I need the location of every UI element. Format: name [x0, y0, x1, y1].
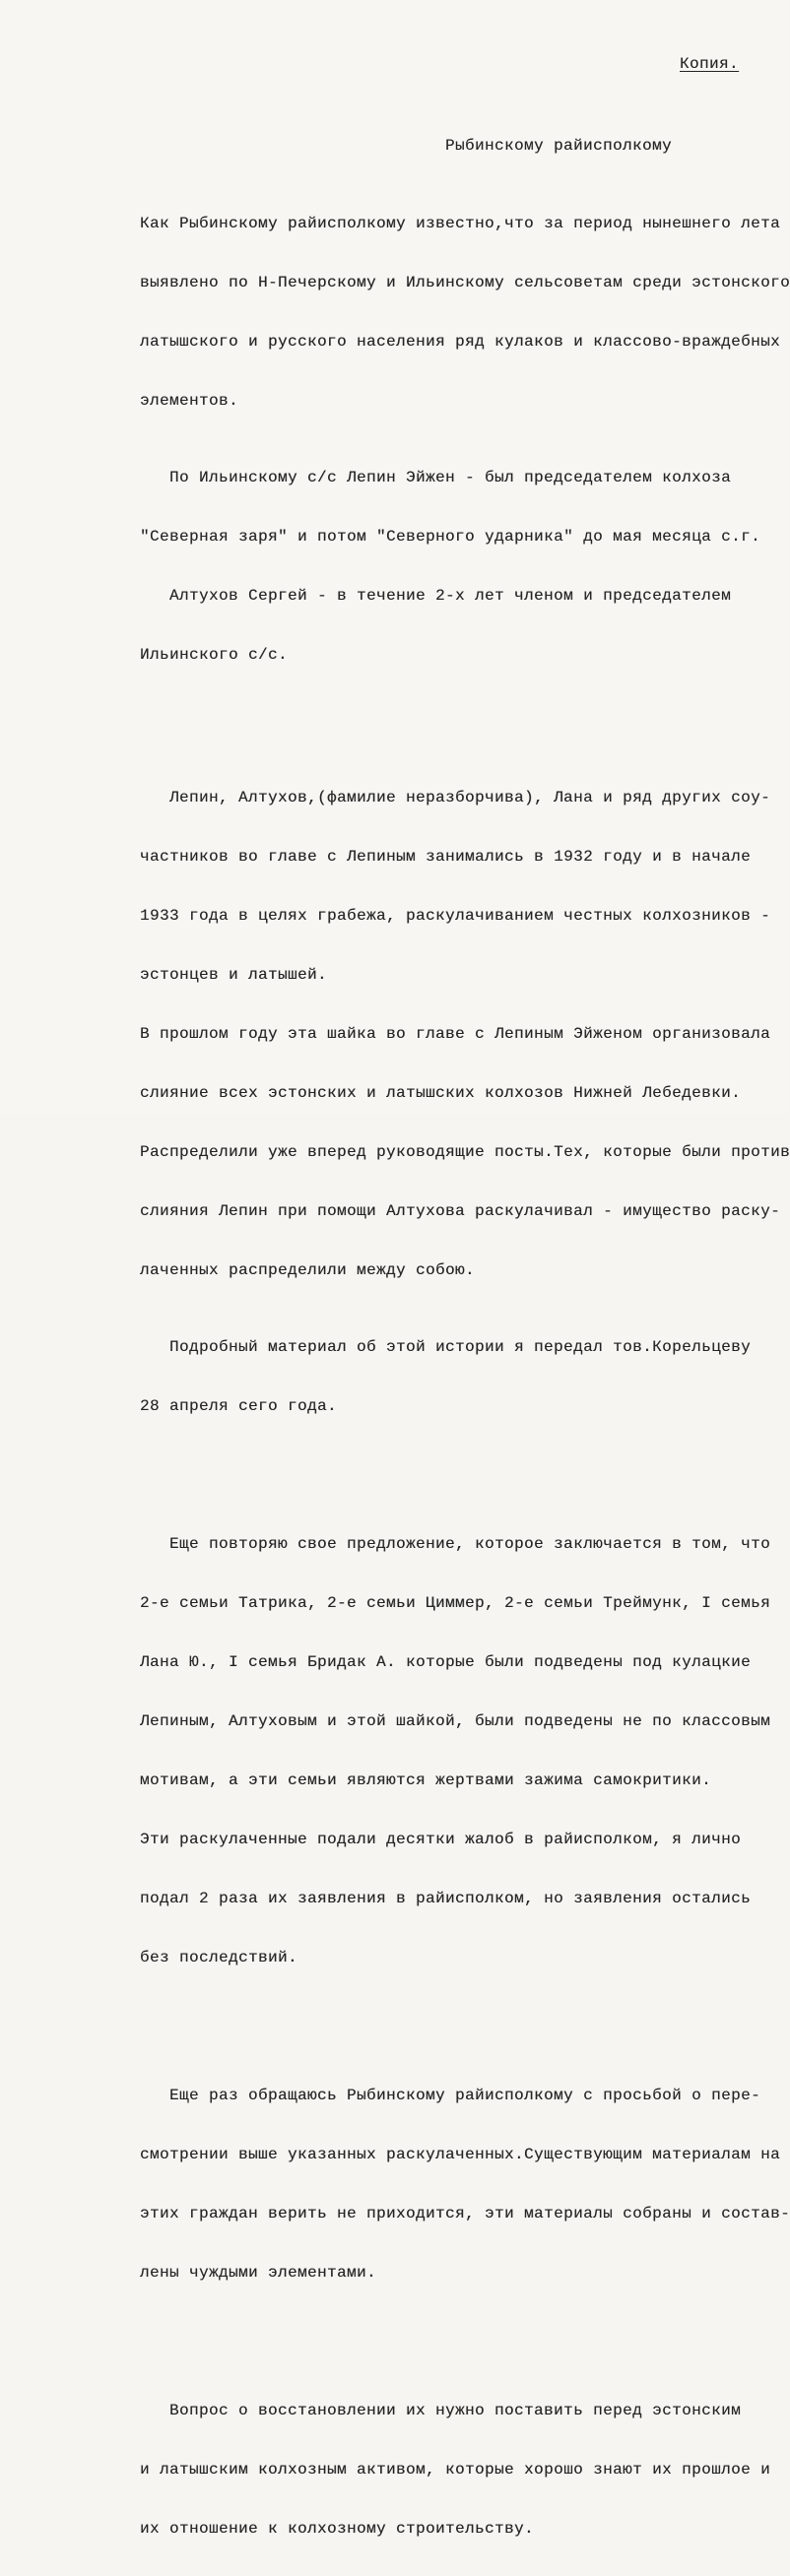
paragraph-gap — [140, 2338, 780, 2346]
body-line: Ильинского с/с. — [140, 646, 289, 664]
copy-label: Копия. — [680, 55, 740, 73]
body-line: По Ильинскому с/с Лепин Эйжен - был председателем колхоза — [169, 469, 732, 486]
body-line: лаченных распределили между собою. — [140, 1261, 476, 1279]
body-line: эстонцев и латышей. — [140, 966, 328, 984]
body-line: Лепиным, Алтуховым и этой шайкой, были подведены не по классовым — [140, 1712, 771, 1730]
paragraph-gap — [140, 1471, 780, 1479]
body-line: Вопрос о восстановлении их нужно поставить перед эстонским — [169, 2402, 742, 2419]
body-line: Лана Ю., I семья Бридак А. которые были подведены под кулацкие — [140, 1653, 752, 1671]
body-line: этих граждан верить не приходится, эти материалы собраны и состав- — [140, 2205, 790, 2222]
body-line: частников во главе с Лепиным занимались в 1932 году и в начале — [140, 848, 752, 866]
body-line: выявлено по Н-Печерскому и Ильинскому сельсоветам среди эстонского — [140, 274, 790, 291]
body-line: "Северная заря" и потом "Северного ударника" до мая месяца с.г. — [140, 528, 761, 546]
body-line: их отношение к колхозному строительству. — [140, 2520, 535, 2538]
body-line: Распределили уже вперед руководящие посты.Тех, которые были против — [140, 1143, 790, 1161]
body-line: слияния Лепин при помощи Алтухова раскулачивал - имущество раску- — [140, 1202, 781, 1220]
body-line: смотрении выше указанных раскулаченных.Существующим материалам на — [140, 2146, 781, 2163]
body-line: В прошлом году эта шайка во главе с Лепиным Эйженом организовала — [140, 1025, 771, 1043]
body-line: 28 апреля сего года. — [140, 1397, 338, 1415]
body-line: и латышским колхозным активом, которые хорошо знают их прошлое и — [140, 2461, 771, 2479]
body-line: элементов. — [140, 392, 239, 410]
body-line: слияние всех эстонских и латышских колхозов Нижней Лебедевки. — [140, 1084, 742, 1102]
body-line: мотивам, а эти семьи являются жертвами зажима самокритики. — [140, 1771, 712, 1789]
body-line: Еще повторяю свое предложение, которое заключается в том, что — [169, 1535, 771, 1553]
paragraph-gap — [140, 720, 780, 733]
addressee: Рыбинскому райисполкому — [445, 137, 673, 155]
body-line: латышского и русского населения ряд кулаков и классово-враждебных — [140, 333, 781, 351]
body-line: Алтухов Сергей - в течение 2-х лет членом и председателем — [169, 587, 732, 605]
letter-body — [140, 176, 790, 2576]
body-line: Лепин, Алтухов,(фамилие неразборчива), Лана и ряд других соу- — [169, 789, 771, 806]
body-line: лены чуждыми элементами. — [140, 2264, 377, 2282]
body-line: без последствий. — [140, 1949, 298, 1966]
body-line: Еще раз обращаюсь Рыбинскому райисполкому с просьбой о пере- — [169, 2087, 761, 2104]
body-line: Как Рыбинскому райисполкому известно,что за период нынешнего лета — [140, 215, 781, 232]
body-line: Эти раскулаченные подали десятки жалоб в райисполком, я лично — [140, 1831, 742, 1848]
body-line: Подробный материал об этой истории я передал тов.Корельцеву — [169, 1338, 752, 1356]
body-line: 1933 года в целях грабежа, раскулачиванием честных колхозников - — [140, 907, 771, 925]
body-line: 2-е семьи Татрика, 2-е семьи Циммер, 2-е семьи Треймунк, I семья — [140, 1594, 771, 1612]
body-line: подал 2 раза их заявления в райисполком, но заявления остались — [140, 1890, 752, 1907]
paragraph-gap — [140, 2023, 780, 2030]
